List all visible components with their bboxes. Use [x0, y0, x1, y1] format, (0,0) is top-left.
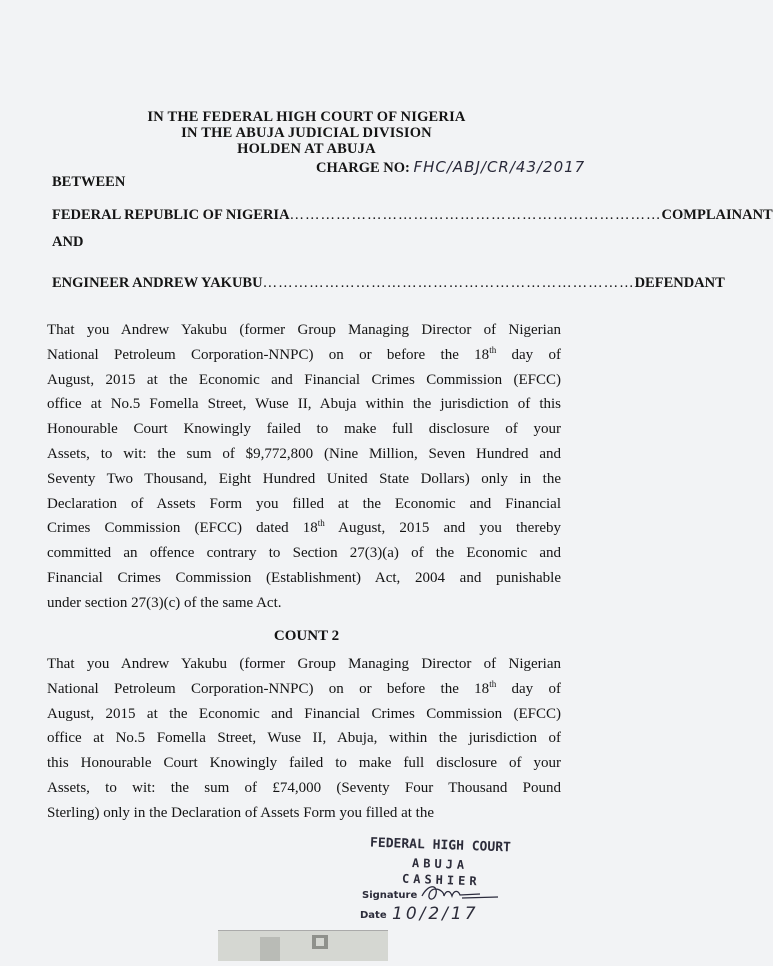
between-label: BETWEEN	[52, 174, 126, 190]
stamp-signature-label: Signature	[362, 890, 418, 901]
count-1-line: Financial Crimes Commission (Establishment) Act, 2004 and punishable	[47, 569, 561, 586]
stamp-court-name: FEDERAL HIGH COURT	[369, 835, 512, 856]
charge-number	[316, 158, 585, 177]
court-title: IN THE FEDERAL HIGH COURT OF NIGERIA	[147, 109, 466, 125]
defendant-name: ENGINEER ANDREW YAKUBU	[52, 275, 263, 291]
stamp-cashier: CASHIER	[401, 871, 481, 889]
complainant-line	[52, 207, 773, 224]
count-2-line: this Honourable Court Knowingly failed to make full disclosure of your	[47, 755, 561, 772]
charge-label: CHARGE NO:	[316, 160, 410, 176]
count-1-line: August, 2015 at the Economic and Financial Crimes Commission (EFCC)	[47, 371, 561, 388]
count-1-line: That you Andrew Yakubu (former Group Managing Director of Nigerian	[47, 322, 561, 338]
stamp-date-value: 10/2/17	[392, 904, 479, 924]
count-1-paragraph	[47, 318, 561, 616]
complainant-name: FEDERAL REPUBLIC OF NIGERIA	[52, 207, 290, 223]
count-2-line: August, 2015 at the Economic and Financial Crimes Commission (EFCC)	[47, 705, 561, 722]
defendant-dots: ………………………………………………………………	[262, 275, 635, 291]
charge-number-handwritten: FHC/ABJ/CR/43/2017	[413, 158, 586, 176]
handwritten-signature	[418, 880, 508, 906]
defendant-line	[52, 275, 725, 292]
count-1-line: Honourable Court Knowingly failed to make full disclosure of your	[47, 421, 561, 438]
count-1-line: office at No.5 Fomella Street, Wuse II, Abuja within the jurisdiction of this	[47, 396, 561, 413]
count-2-line: office at No.5 Fomella Street, Wuse II, Abuja, within the jurisdiction of	[47, 730, 561, 747]
count-2-heading: COUNT 2	[273, 628, 340, 644]
complainant-role: COMPLAINANT	[661, 207, 773, 223]
count-1-line: Crimes Commission (EFCC) dated 18th August, 2015 and you thereby	[47, 518, 561, 537]
count-2-line: National Petroleum Corporation-NNPC) on or before the 18th day of	[47, 678, 562, 697]
count-1-line: National Petroleum Corporation-NNPC) on or before the 18th day of	[47, 344, 562, 363]
count-1-line: committed an offence contrary to Section 27(3)(a) of the Economic and	[47, 545, 561, 562]
count-2-line: Assets, to wit: the sum of £74,000 (Seventy Four Thousand Pound	[47, 779, 561, 796]
emblem-icon	[218, 931, 388, 961]
bottom-emblem-strip	[218, 930, 388, 961]
count-2-paragraph	[47, 652, 561, 826]
count-1-line: under section 27(3)(c) of the same Act.	[47, 594, 282, 611]
complainant-dots: ………………………………………………………………	[289, 207, 662, 223]
division-title: IN THE ABUJA JUDICIAL DIVISION	[181, 125, 432, 141]
and-label: AND	[52, 234, 84, 250]
count-2-line: Sterling) only in the Declaration of Assets Form you filled at the	[47, 804, 435, 821]
defendant-role: DEFENDANT	[634, 275, 725, 291]
count-1-line: Seventy Two Thousand, Eight Hundred United State Dollars) only in the	[47, 470, 561, 487]
count-1-line: Assets, to wit: the sum of $9,772,800 (Nine Million, Seven Hundred and	[47, 445, 561, 462]
stamp-date-label: Date	[360, 910, 387, 921]
stamp-city: ABUJA	[411, 856, 469, 872]
count-2-line: That you Andrew Yakubu (former Group Managing Director of Nigerian	[47, 656, 561, 672]
holden-at: HOLDEN AT ABUJA	[237, 141, 376, 157]
count-1-line: Declaration of Assets Form you filled at the Economic and Financial	[47, 495, 561, 512]
